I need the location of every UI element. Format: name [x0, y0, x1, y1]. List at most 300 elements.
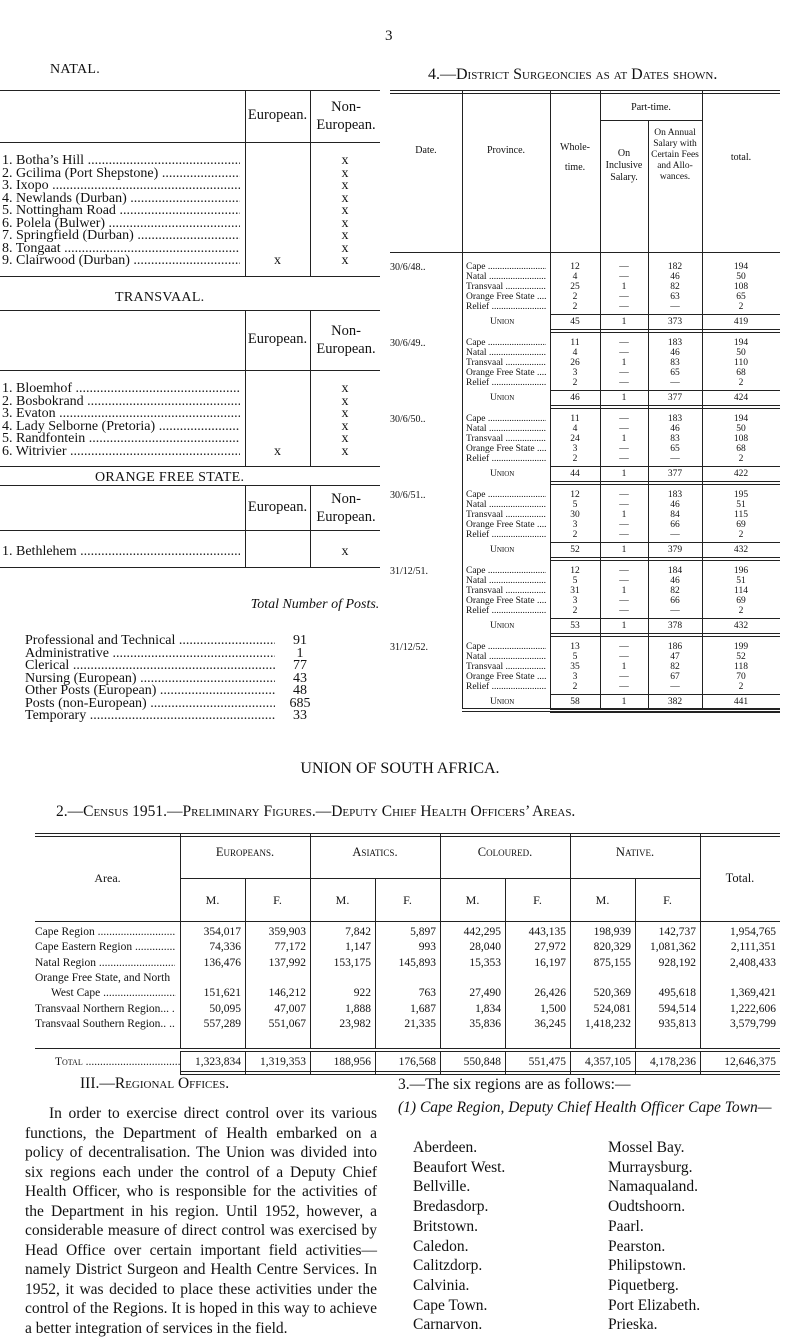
inclusive-value: — [619, 596, 629, 606]
total-value: 50 [736, 348, 746, 358]
census-value: 875,155 [593, 956, 631, 969]
ofs-title: ORANGE FREE STATE. [95, 470, 245, 485]
whole-time-value: 11 [570, 414, 580, 424]
census-value: 935,813 [658, 1017, 696, 1030]
group-end-rule [550, 709, 780, 710]
total-value: 50 [736, 424, 746, 434]
total-value: 2 [738, 606, 744, 616]
annual-value: 66 [670, 520, 680, 530]
group-end-rule [550, 405, 780, 406]
annual-value: 83 [670, 434, 680, 444]
col-european: European. [247, 498, 308, 515]
province-name: Natal ..... [466, 652, 546, 662]
col-province: Province. [486, 145, 526, 156]
union-total: 424 [733, 393, 749, 403]
sum-rule [550, 466, 780, 467]
union-total: 419 [733, 317, 749, 327]
total-value: 52 [736, 652, 746, 662]
total-value: 70 [736, 672, 746, 682]
province-name: Cape ..... [466, 642, 546, 652]
census-value: 1,081,362 [650, 941, 696, 954]
union-total: 441 [733, 697, 749, 707]
town-name: Carnarvon. [413, 1316, 483, 1334]
union-total: 432 [733, 621, 749, 631]
province-name: Orange Free State ..... [466, 292, 546, 302]
inclusive-value: 1 [621, 510, 627, 520]
town-name: Pearston. [608, 1237, 666, 1255]
total-value: 199 [733, 642, 749, 652]
annual-value: 66 [670, 596, 680, 606]
whole-time-value: 31 [570, 586, 580, 596]
total-rule [180, 1051, 780, 1052]
union-annual: 378 [667, 621, 683, 631]
col-female: F. [273, 893, 282, 907]
province-name: Relief ..... [466, 302, 546, 312]
non-european-mark: x [341, 406, 349, 421]
annual-value: 46 [670, 272, 680, 282]
regional-text: In order to exercise direct control over its various functions, the Department of Health embarked on a policy of decentralisation. The Union was divided into six regions each under the control of a Deputy Chief Health Officer, who is responsible for the activities of the Department in his region. Until 1952, however, a considerable measure of direct control was exercised by Head Office over certain important field activities—namely District Surgeon and Health Centre Services. In 1952, it was decided to place these activities under the control of the Regions. It is hoped in this way to achieve a better integration of services in the field. [25, 1105, 377, 1337]
row-label lead: 1. Bethlehem ..... [2, 544, 240, 560]
col-total: total. [730, 152, 752, 163]
total-value: 114 [734, 586, 748, 596]
census-value: 1,834 [475, 1002, 501, 1015]
col-female: F. [663, 893, 672, 907]
whole-time-value: 2 [572, 378, 578, 388]
province-name: Cape ..... [466, 566, 546, 576]
inclusive-value: — [619, 530, 629, 540]
natal-title: NATAL. [50, 62, 101, 77]
col-whole-time: Whole-time. [560, 142, 590, 173]
inclusive-value: — [619, 454, 629, 464]
census-value: 77,172 [274, 941, 306, 954]
sum-rule [550, 314, 780, 315]
union-inclusive: 1 [621, 545, 627, 555]
total-value: 68 [736, 368, 746, 378]
post-value: 43 [293, 670, 307, 686]
town-name: Port Elizabeth. [608, 1296, 701, 1314]
header-rule [390, 252, 780, 253]
sum-rule [550, 694, 780, 695]
inclusive-value: — [619, 642, 629, 652]
total-value: 115 [734, 510, 748, 520]
top-rule-2 [390, 93, 780, 94]
census-value: 443,135 [528, 926, 566, 938]
row-label lead: 2. Gcilima (Port Shepstone) ..... [2, 166, 240, 182]
whole-time-value: 5 [572, 652, 578, 662]
census-value: 146,212 [268, 987, 306, 1000]
annual-value: — [670, 302, 680, 312]
province-name: Transvaal ..... [466, 434, 546, 444]
inclusive-value: — [619, 500, 629, 510]
col-part-time: Part-time. [631, 102, 671, 113]
annual-value: 186 [667, 642, 683, 652]
group-end-rule [550, 633, 780, 634]
surgeoncies-title: 4.—District Surgeoncies as at Dates shown. [428, 66, 718, 83]
whole-time-value: 3 [572, 672, 578, 682]
top-rule [0, 90, 380, 91]
census-value: 354,017 [203, 926, 241, 938]
total-value: 1,323,834 [195, 1056, 241, 1069]
census-value: 23,982 [339, 1017, 371, 1030]
inclusive-value: — [619, 368, 629, 378]
union-inclusive: 1 [621, 393, 627, 403]
column-divider [310, 1051, 311, 1075]
town-name: Namaqualand. [608, 1178, 698, 1196]
town-name: Bellville. [413, 1178, 471, 1196]
whole-time-value: 5 [572, 500, 578, 510]
non-european-mark: x [341, 240, 349, 256]
posts-list [25, 633, 380, 725]
union-inclusive: 1 [621, 317, 627, 327]
annual-value: 46 [670, 348, 680, 358]
province-name: Transvaal ..... [466, 662, 546, 672]
annual-value: 67 [670, 672, 680, 682]
census-value: 1,888 [345, 1002, 371, 1015]
row-label lead: 4. Lady Selborne (Pretoria) ..... [2, 419, 240, 435]
col-male: M. [465, 893, 480, 907]
province-name: Transvaal ..... [466, 586, 546, 596]
whole-time-value: 2 [572, 292, 578, 302]
total-value: 65 [736, 292, 746, 302]
area-name: Transvaal Southern Region.. ..... [35, 1017, 175, 1031]
non-european-mark: x [341, 544, 349, 559]
town-name: Prieska. [608, 1316, 658, 1334]
inclusive-value: — [619, 414, 629, 424]
annual-value: 183 [667, 490, 683, 500]
total-value: 4,357,105 [585, 1056, 631, 1069]
total-value: 118 [734, 662, 748, 672]
group-rule [180, 878, 700, 879]
row-label lead: 6. Polela (Bulwer) ..... [2, 216, 240, 232]
province-name: Relief ..... [466, 530, 546, 540]
post-label: Clerical ..... [25, 658, 275, 674]
census-value: 551,067 [268, 1017, 306, 1030]
col-area: Area. [94, 871, 121, 885]
union-label: Union [490, 545, 515, 555]
bottom-rule [35, 1048, 780, 1049]
total-value: 50 [736, 272, 746, 282]
census-value: 153,175 [333, 956, 371, 969]
row-label lead: 1. Bloemhof ..... [2, 381, 240, 397]
col-male: M. [205, 893, 220, 907]
census-value: 7,842 [345, 926, 371, 938]
column-divider [245, 1051, 246, 1075]
whole-time-value: 12 [570, 566, 580, 576]
union-whole-time: 45 [570, 317, 580, 327]
province-name: Relief ..... [466, 682, 546, 692]
row-label lead: 2. Bosbokrand ..... [2, 394, 240, 410]
post-value: 33 [293, 708, 307, 723]
town-name: Philipstown. [608, 1257, 686, 1275]
province-name: Natal ..... [466, 424, 546, 434]
province-name: Natal ..... [466, 500, 546, 510]
town-name: Caledon. [413, 1237, 469, 1255]
census-value: 993 [418, 941, 436, 954]
whole-time-value: 3 [572, 596, 578, 606]
census-value: 198,939 [593, 926, 631, 938]
col-male: M. [595, 893, 610, 907]
census-value: 1,500 [540, 1002, 566, 1015]
annual-value: 183 [667, 414, 683, 424]
column-divider [440, 1051, 441, 1075]
total-value: 51 [736, 500, 746, 510]
group-date: 30/6/50.. [390, 414, 426, 425]
union-whole-time: 52 [570, 545, 580, 555]
province-name: Natal ..... [466, 348, 546, 358]
total-value: 550,848 [463, 1056, 501, 1069]
annual-value: 82 [670, 662, 680, 672]
non-european-mark: x [341, 165, 349, 181]
whole-time-value: 4 [572, 272, 578, 282]
census-value: 594,514 [658, 1002, 696, 1015]
regions-item-text: (1) Cape Region, Deputy Chief Health Officer Cape Town— [398, 1099, 772, 1116]
province-name: Cape ..... [466, 490, 546, 500]
inclusive-value: — [619, 672, 629, 682]
annual-value: 84 [670, 510, 680, 520]
annual-value: 46 [670, 576, 680, 586]
census-value: 16,197 [534, 956, 566, 969]
province-name: Orange Free State ..... [466, 672, 546, 682]
census-value: 28,040 [469, 941, 501, 954]
inclusive-value: — [619, 272, 629, 282]
total-value: 2 [738, 682, 744, 692]
column-divider [245, 485, 246, 567]
union-whole-time: 53 [570, 621, 580, 631]
total-value: 12,646,375 [724, 1056, 776, 1069]
inclusive-value: 1 [621, 358, 627, 368]
col-group: Native. [615, 845, 655, 859]
census-value: 136,476 [203, 956, 241, 969]
union-inclusive: 1 [621, 469, 627, 479]
top-rule [0, 485, 380, 486]
census-value: 820,329 [593, 941, 631, 954]
annual-value: 65 [670, 368, 680, 378]
post-value: 1 [296, 645, 304, 661]
bottom-rule [0, 276, 380, 277]
non-european-mark: x [341, 190, 349, 206]
col-male: M. [335, 893, 350, 907]
total-value: 551,475 [528, 1056, 566, 1069]
header-rule [0, 370, 380, 371]
regional-title: III.—Regional Offices. [80, 1075, 230, 1092]
union-label: Union [490, 697, 515, 707]
town-name: Beaufort West. [413, 1158, 506, 1176]
total-value: 108 [733, 434, 749, 444]
transvaal-title: TRANSVAAL. [115, 290, 205, 305]
inclusive-value: — [619, 444, 629, 454]
whole-time-value: 2 [572, 302, 578, 312]
row-label lead: 7. Springfield (Durban) ..... [2, 228, 240, 244]
total-value: 194 [733, 262, 749, 272]
top-rule [390, 90, 780, 91]
whole-time-value: 2 [572, 606, 578, 616]
whole-time-value: 11 [570, 338, 580, 348]
non-european-mark: x [341, 393, 349, 409]
post-value: 48 [293, 683, 307, 698]
annual-value: 47 [670, 652, 680, 662]
inclusive-value: — [619, 520, 629, 530]
census-value: 922 [353, 987, 371, 1000]
annual-value: 63 [670, 292, 680, 302]
total-value: 4,178,236 [650, 1056, 696, 1069]
whole-time-value: 3 [572, 444, 578, 454]
group-end-rule-2 [550, 560, 780, 561]
bottom-rule [0, 567, 380, 568]
town-name: Oudtshoorn. [608, 1198, 686, 1216]
inclusive-value: — [619, 606, 629, 616]
census-value: 1,954,765 [730, 926, 776, 938]
row-label lead: 3. Ixopo ..... [2, 178, 240, 194]
inclusive-value: 1 [621, 662, 627, 672]
town-name: Paarl. [608, 1217, 644, 1235]
non-european-mark: x [341, 215, 349, 231]
total-bottom-rule [180, 1071, 780, 1072]
col-female: F. [403, 893, 412, 907]
group-end-rule-2 [550, 636, 780, 637]
post-value: 685 [289, 695, 311, 711]
union-annual: 377 [667, 393, 683, 403]
row-label lead: 1. Botha’s Hill ..... [2, 153, 240, 169]
census-value: 50,095 [209, 1002, 241, 1015]
non-european-mark: x [341, 178, 349, 193]
census-value: 1,222,606 [730, 1002, 776, 1015]
group-end-rule-2 [550, 484, 780, 485]
regions-intro: 3.—The six regions are as follows:— [398, 1076, 631, 1093]
post-label: Professional and Technical ..... [25, 633, 275, 649]
part-time-rule [600, 120, 702, 121]
col-group: Asiatics. [352, 845, 398, 859]
group-end-rule-2 [550, 712, 780, 713]
total-value: 188,956 [333, 1056, 371, 1069]
census-value: 928,192 [658, 956, 696, 969]
province-name: Transvaal ..... [466, 358, 546, 368]
post-label: Nursing (European) ..... [25, 671, 275, 687]
whole-time-value: 3 [572, 520, 578, 530]
inclusive-value: — [619, 490, 629, 500]
province-name: Relief ..... [466, 606, 546, 616]
total-value: 2 [738, 302, 744, 312]
annual-value: 65 [670, 444, 680, 454]
page-number: 3 [385, 28, 393, 44]
census-value: 36,245 [534, 1017, 566, 1030]
top-rule [0, 310, 380, 311]
annual-value: 83 [670, 358, 680, 368]
row-label lead: 4. Newlands (Durban) ..... [2, 191, 240, 207]
total-value: 108 [733, 282, 749, 292]
total-value: 176,568 [398, 1056, 436, 1069]
transvaal-table [0, 310, 380, 459]
annual-value: — [670, 378, 680, 388]
province-name: Relief ..... [466, 378, 546, 388]
row-label lead: 3. Evaton ..... [2, 406, 240, 422]
non-european-mark: x [341, 443, 349, 459]
col-group: Europeans. [215, 845, 275, 859]
regions-item-label [398, 1098, 778, 1118]
total-value: 69 [736, 520, 746, 530]
non-european-mark: x [341, 203, 349, 218]
sum-rule [550, 618, 780, 619]
province-name: Orange Free State ..... [466, 444, 546, 454]
total-label: Total ..... [55, 1055, 180, 1069]
whole-time-value: 26 [570, 358, 580, 368]
sum-rule [550, 542, 780, 543]
census-value: 47,007 [274, 1002, 306, 1015]
annual-value: 182 [667, 262, 683, 272]
town-name: Piquetberg. [608, 1276, 679, 1294]
union-title: UNION OF SOUTH AFRICA. [300, 760, 500, 777]
posts-header: Total Number of Posts. [250, 597, 380, 612]
col-annual: On Annual Salary with Certain Fees and Allo-wances. [651, 128, 699, 182]
surgeoncies-table [390, 90, 780, 740]
whole-time-value: 30 [570, 510, 580, 520]
whole-time-value: 4 [572, 348, 578, 358]
inclusive-value: — [619, 338, 629, 348]
census-value: 1,147 [345, 941, 371, 954]
town-name: Britstown. [413, 1217, 479, 1235]
non-european-mark: x [341, 153, 349, 168]
total-value: 195 [733, 490, 749, 500]
province-name: Orange Free State ..... [466, 596, 546, 606]
annual-value: 82 [670, 282, 680, 292]
area-name: Orange Free State, and North [35, 971, 171, 984]
census-value: 557,289 [203, 1017, 241, 1030]
town-name: Calvinia. [413, 1276, 470, 1294]
header-rule [0, 142, 380, 143]
census-value: 35,836 [469, 1017, 501, 1030]
inclusive-value: — [619, 682, 629, 692]
town-name: Bredasdorp. [413, 1198, 489, 1216]
total-value: 1,319,353 [260, 1056, 306, 1069]
census-value: 520,369 [593, 987, 631, 1000]
european-mark: x [274, 443, 281, 459]
union-label: Union [490, 469, 515, 479]
group-date: 30/6/48.. [390, 262, 426, 273]
union-annual: 382 [667, 697, 683, 707]
top-rule [35, 833, 780, 834]
inclusive-value: — [619, 576, 629, 586]
total-value: 68 [736, 444, 746, 454]
census-value: 15,353 [469, 956, 501, 969]
census-value: 1,369,421 [730, 987, 776, 1000]
non-european-mark: x [341, 418, 349, 434]
census-table [35, 833, 780, 1069]
whole-time-value: 35 [570, 662, 580, 672]
inclusive-value: — [619, 262, 629, 272]
town-name: Murraysburg. [608, 1158, 693, 1176]
row-label lead: 9. Clairwood (Durban) ..... [2, 253, 240, 269]
inclusive-value: — [619, 348, 629, 358]
union-annual: 373 [667, 317, 683, 327]
area-name: Cape Region ..... [35, 925, 175, 939]
union-total: 432 [733, 545, 749, 555]
header-rule [0, 530, 380, 531]
annual-value: 46 [670, 500, 680, 510]
non-european-mark: x [341, 253, 349, 268]
province-name: Natal ..... [466, 576, 546, 586]
col-non-european: Non-European. [316, 490, 376, 525]
total-value: 110 [734, 358, 748, 368]
total-value: 194 [733, 414, 749, 424]
total-value: 69 [736, 596, 746, 606]
group-end-rule-2 [550, 332, 780, 333]
column-divider [700, 1051, 701, 1075]
col-european: European. [247, 331, 308, 347]
total-value: 2 [738, 378, 744, 388]
province-name: Transvaal ..... [466, 282, 546, 292]
post-label: Administrative ..... [25, 646, 275, 662]
province-name: Orange Free State ..... [466, 520, 546, 530]
header-rule [35, 921, 780, 922]
